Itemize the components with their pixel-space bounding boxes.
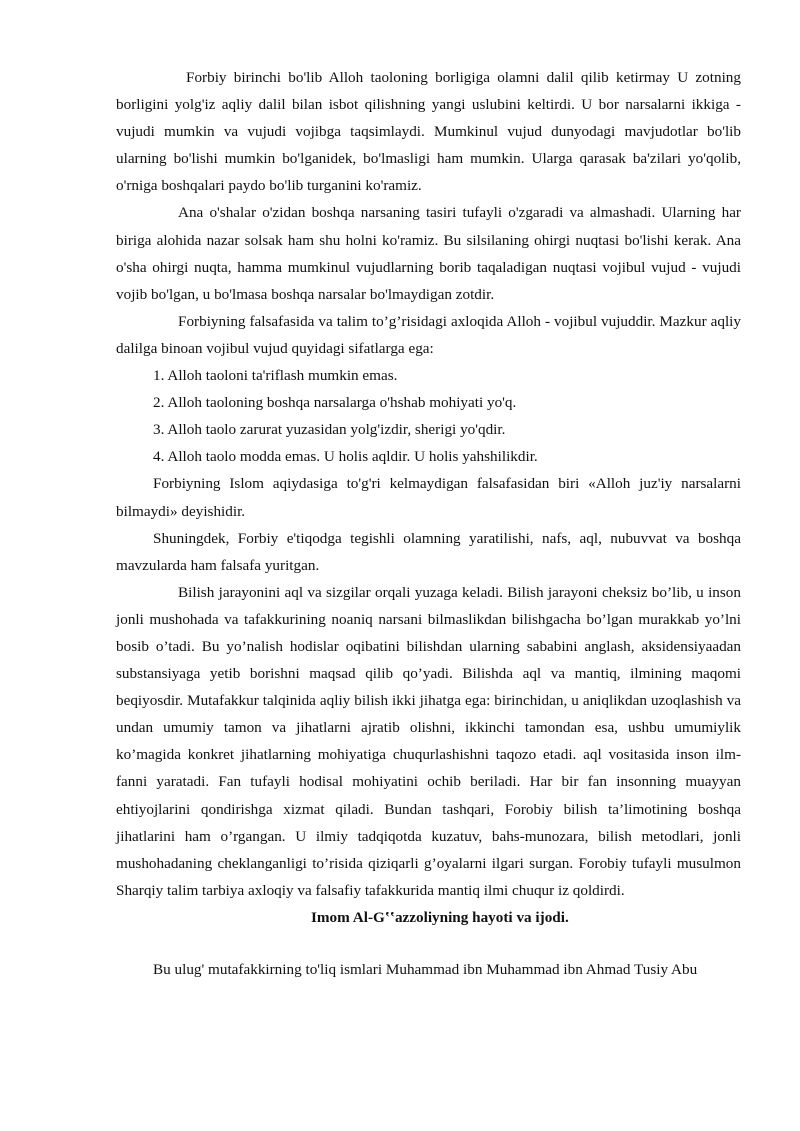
- paragraph-5: Shuningdek, Forbiy e'tiqodga tegishli olamning yaratilishi, nafs, aql, nubuvvat va boshqa mavzularda ham falsafa yuritgan.: [116, 529, 741, 574]
- paragraph-3: Forbiyning falsafasida va talim to’g’risidagi axloqida Alloh - vojibul vujuddir. Mazkur aqliy dalilga binoan vojibul vujud quyidagi sifatlarga ega:: [116, 312, 741, 357]
- list-item: 3. Alloh taolo zarurat yuzasidan yolg'izdir, sherigi yo'qdir.: [153, 421, 506, 439]
- paragraph-4: Forbiyning Islom aqiydasiga to'g'ri kelmaydigan falsafasidan biri «Alloh juz'iy narsalarni bilmaydi» deyishidir.: [116, 475, 741, 520]
- document-body: [116, 64, 741, 983]
- list-item: 4. Alloh taolo modda emas. U holis aqldir. U holis yahshilikdir.: [153, 448, 538, 466]
- paragraph-1: Forbiy birinchi bo'lib Alloh taoloning borligiga olamni dalil qilib ketirmay U zotning borligini yolg'iz aqliy dalil bilan isbot qilishning yangi uslubini keltirdi. U bor narsalarni ikkiga - vujudi mumkin va vujudi vojibga taqsimlaydi. Mumkinul vujud dunyodagi mavjudotlar bo'lib ularning bo'lishi mumkin bo'lganidek, bo'lmasligi ham mumkin. Ularga qarasak ba'zilari yo'qolib, o'rniga boshqalari paydo bo'lib turganini ko'ramiz.: [116, 69, 741, 195]
- list-item: 2. Alloh taoloning boshqa narsalarga o'hshab mohiyati yo'q.: [153, 394, 517, 412]
- section-heading: Imom Al-Gʽʽazzoliyning hayoti va ijodi.: [311, 908, 569, 926]
- paragraph-2: Ana o'shalar o'zidan boshqa narsaning tasiri tufayli o'zgaradi va almashadi. Ularning har biriga alohida nazar solsak ham shu holni ko'ramiz. Bu silsilaning ohirgi nuqtasi bo'lishi kerak. Ana o'sha ohirgi nuqta, hamma mumkinul vujudlarning borib taqaladigan nuqtasi vojibul vujud - vujudi vojib bo'lgan, u bo'lmasa boshqa narsalar bo'lmaydigan zotdir.: [116, 204, 741, 303]
- paragraph-7: Bu ulug' mutafakkirning to'liq ismlari Muhammad ibn Muhammad ibn Ahmad Tusiy Abu: [153, 961, 698, 978]
- list-item: 1. Alloh taoloni ta'riflash mumkin emas.: [153, 367, 398, 385]
- paragraph-6: Bilish jarayonini aql va sizgilar orqali yuzaga keladi. Bilish jarayoni cheksiz bo’lib, u inson jonli mushohada va tafakkurining noaniq narsani bilmaslikdan bilishgacha bo’lgan murakkab yo’lni bosib o’tadi. Bu yo’nalish hodislar oqibatini bilishdan ularning sababini anglash, aksidensiyaadan substansiyaga yetib borishni maqsad qilib qo’yadi. Bilishda aql va mantiq, ilmining maqomi beqiyosdir. Mutafakkur talqinida aqliy bilish ikki jihatga ega: birinchidan, u aniqlikdan uzoqlashish va undan umumiy tamon va jihatlarni ajratib olishni, ikkinchi tamondan esa, ushbu umumiylik ko’magida konkret jihatlarning mohiyatiga chuqurlashishni taqozo etadi. aql vositasida inson ilm-fanni yaratadi. Fan tufayli hodisal mohiyatini ochib beriladi. Har bir fan insonning muayyan ehtiyojlarini qondirishga xizmat qiladi. Bundan tashqari, Forobiy bilish ta’limotining boshqa jihatlarini ham o’rgangan. U ilmiy tadqiqotda kuzatuv, bahs-munozara, bilish metodlari, jonli mushohadaning cheklanganligi to’risida qiziqarli g’oyalarni ilgari surgan. Forobiy tufayli musulmon Sharqiy talim tarbiya axloqiy va falsafiy tafakkurida mantiq ilmi chuqur iz qoldirdi.: [116, 583, 741, 899]
- spacer: [116, 931, 741, 956]
